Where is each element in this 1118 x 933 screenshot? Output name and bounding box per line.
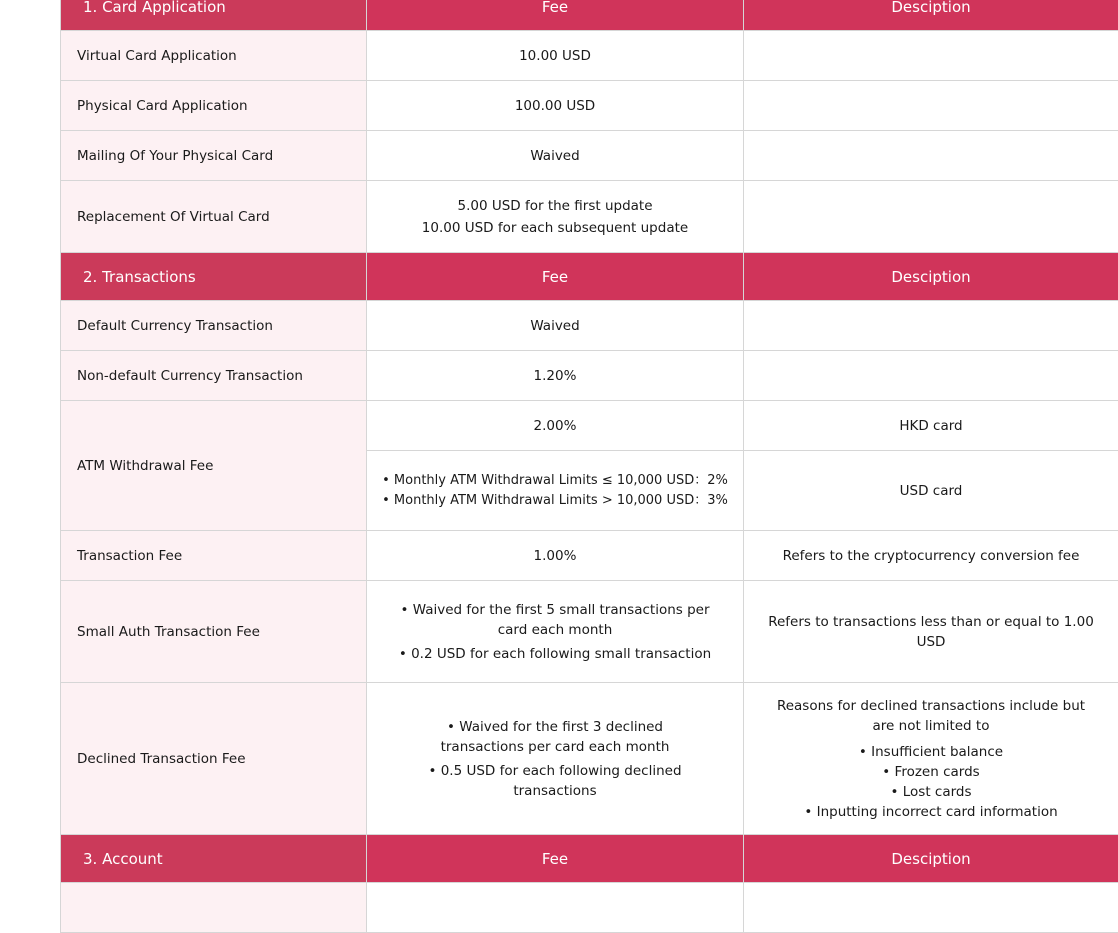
table-row <box>61 181 1118 253</box>
fee-name: Mailing Of Your Physical Card <box>61 131 367 181</box>
fee-table <box>60 0 1118 933</box>
fee-value <box>367 683 744 835</box>
fee-value: Waived <box>367 131 744 181</box>
fee-description: HKD card <box>744 401 1118 451</box>
fee-line: • Monthly ATM Withdrawal Limits > 10,000 USD：3% <box>377 491 733 511</box>
fee-line: • Waived for the first 3 declined transactions per card each month <box>407 717 703 757</box>
fee-header: Fee <box>367 835 744 883</box>
fee-line: • Waived for the first 5 small transactions per card each month <box>397 600 713 640</box>
section-title: 1. Card Application <box>61 0 367 31</box>
description-header: Desciption <box>744 835 1118 883</box>
fee-value: 2.00% <box>367 401 744 451</box>
table-row <box>61 531 1118 581</box>
description-intro: Reasons for declined transactions include but are not limited to <box>774 696 1088 736</box>
fee-description <box>744 81 1118 131</box>
fee-value <box>367 581 744 683</box>
description-header: Desciption <box>744 253 1118 301</box>
fee-description: Refers to the cryptocurrency conversion fee <box>744 531 1118 581</box>
fee-name: Transaction Fee <box>61 531 367 581</box>
section-header-card <box>61 0 1118 31</box>
description-item: • Inputting incorrect card information <box>774 802 1088 822</box>
fee-name: Virtual Card Application <box>61 31 367 81</box>
fee-description <box>744 683 1118 835</box>
table-row <box>61 301 1118 351</box>
fee-description <box>744 31 1118 81</box>
fee-name: Default Currency Transaction <box>61 301 367 351</box>
table-row <box>61 581 1118 683</box>
fee-value <box>367 451 744 531</box>
fee-name <box>61 883 367 933</box>
fee-name: Declined Transaction Fee <box>61 683 367 835</box>
fee-schedule <box>60 0 1118 933</box>
table-row <box>61 81 1118 131</box>
table-row <box>61 683 1118 835</box>
table-row <box>61 31 1118 81</box>
fee-value: 100.00 USD <box>367 81 744 131</box>
fee-name: Replacement Of Virtual Card <box>61 181 367 253</box>
fee-value: 1.00% <box>367 531 744 581</box>
section-header-account <box>61 835 1118 883</box>
fee-description <box>744 883 1118 933</box>
fee-description <box>744 181 1118 253</box>
fee-description: USD card <box>744 451 1118 531</box>
fee-description <box>744 301 1118 351</box>
fee-value <box>367 883 744 933</box>
section-title: 3. Account <box>61 835 367 883</box>
fee-line: • Monthly ATM Withdrawal Limits ≤ 10,000 USD：2% <box>377 471 733 491</box>
fee-description: Refers to transactions less than or equal to 1.00 USD <box>744 581 1118 683</box>
fee-name: ATM Withdrawal Fee <box>61 401 367 531</box>
fee-line: • 0.5 USD for each following declined transactions <box>407 761 703 801</box>
table-row <box>61 401 1118 451</box>
fee-line: • 0.2 USD for each following small transaction <box>397 644 713 664</box>
table-row <box>61 131 1118 181</box>
fee-value: 10.00 USD <box>367 31 744 81</box>
fee-description <box>744 131 1118 181</box>
fee-header: Fee <box>367 253 744 301</box>
fee-header: Fee <box>367 0 744 31</box>
fee-name: Physical Card Application <box>61 81 367 131</box>
fee-name: Small Auth Transaction Fee <box>61 581 367 683</box>
fee-line: 10.00 USD for each subsequent update <box>377 218 733 238</box>
description-item: • Insufficient balance <box>774 742 1088 762</box>
fee-description <box>744 351 1118 401</box>
fee-value: Waived <box>367 301 744 351</box>
fee-value: 1.20% <box>367 351 744 401</box>
section-title: 2. Transactions <box>61 253 367 301</box>
section-header-transactions <box>61 253 1118 301</box>
fee-name: Non-default Currency Transaction <box>61 351 367 401</box>
description-item: • Lost cards <box>774 782 1088 802</box>
description-item: • Frozen cards <box>774 762 1088 782</box>
description-header: Desciption <box>744 0 1118 31</box>
table-row <box>61 351 1118 401</box>
fee-value <box>367 181 744 253</box>
fee-line: 5.00 USD for the first update <box>377 196 733 216</box>
table-row <box>61 883 1118 933</box>
